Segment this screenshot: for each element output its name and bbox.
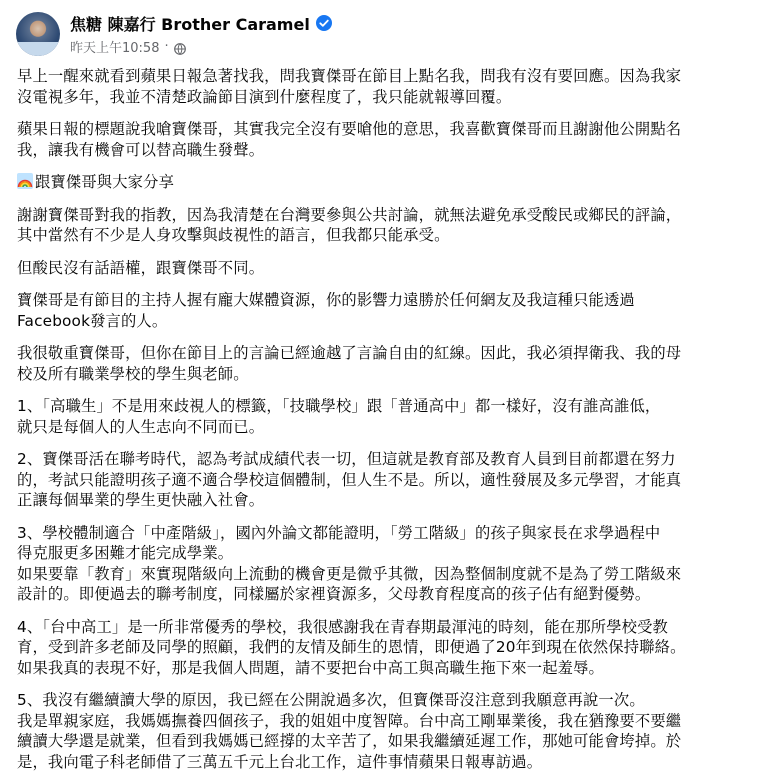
text-line: 2、寶傑哥活在聯考時代，認為考試成績代表一切，但這就是教育部及教育人員到目前都還在努力 — [17, 450, 676, 468]
text-line: 續讀大學還是就業，但看到我媽媽已經撐的太辛苦了，如果我繼續延遲工作，那她可能會垮掉。於 — [17, 732, 682, 750]
text-line: 我是單親家庭，我媽媽撫養四個孩子，我的姐姐中度智障。台中高工剛畢業後，我在猶豫要不要繼 — [17, 711, 682, 730]
globe-icon[interactable] — [174, 40, 186, 52]
paragraph-11 — [17, 617, 753, 679]
post-header — [16, 10, 332, 58]
paragraph-6 — [17, 290, 753, 331]
text-line: 育，受到許多老師及同學的照顧，我們的友情及師生的恩情，即便過了20年到現在依然保持聯絡。 — [17, 638, 686, 656]
text-line: 其中當然有不少是人身攻擊與歧視性的語言，但我都只能承受。 — [17, 226, 450, 244]
author-avatar[interactable] — [16, 12, 60, 56]
paragraph-5 — [17, 258, 753, 279]
text-line: 得克服更多困難才能完成學業。 — [17, 544, 234, 562]
paragraph-12 — [17, 690, 753, 772]
text-line: 就只是每個人的人生志向不同而已。 — [17, 417, 265, 436]
post-meta-row — [70, 36, 332, 56]
paragraph-10 — [17, 523, 753, 605]
text-line: 4、「台中高工」是一所非常優秀的學校，我很感謝我在青春期最渾沌的時刻，能在那所學校受教 — [17, 617, 669, 636]
text-line: 正讓每個畢業的學生更快融入社會。 — [17, 491, 265, 509]
meta-separator: · — [164, 38, 169, 54]
text-line: 是，我向電子科老師借了三萬五千元上台北工作，這件事情蘋果日報專訪過。 — [17, 752, 543, 771]
paragraph-4 — [17, 205, 753, 246]
post-body — [17, 66, 753, 784]
text-line: 設計的。即便過去的聯考制度，同樣屬於家裡資源多，父母教育程度高的孩子佔有絕對優勢。 — [17, 585, 651, 603]
paragraph-9 — [17, 449, 753, 511]
text-line: 1、「高職生」不是用來歧視人的標籤，「技職學校」跟「普通高中」都一樣好，沒有誰高誰低， — [17, 397, 661, 415]
author-row — [70, 12, 332, 34]
text-line: 校及所有職業學校的學生與老師。 — [17, 364, 249, 383]
paragraph-2 — [17, 119, 753, 160]
text-line: 如果要靠「教育」來實現階級向上流動的機會更是微乎其微，因為整個制度就不是為了勞工階級來 — [17, 564, 682, 583]
text-line — [17, 172, 753, 193]
text-line: 蘋果日報的標題說我嗆寶傑哥，其實我完全沒有要嗆他的意思，我喜歡寶傑哥而且謝謝他公開點名 — [17, 120, 682, 138]
text-line: 我，讓我有機會可以替高職生發聲。 — [17, 140, 265, 159]
text-line: 但酸民沒有話語權，跟寶傑哥不同。 — [17, 258, 265, 277]
paragraph-3 — [17, 172, 753, 193]
author-name[interactable]: 焦糖 陳嘉行 Brother Caramel — [70, 14, 310, 34]
text-line: 我很敬重寶傑哥，但你在節目上的言論已經逾越了言論自由的紅線。因此，我必須捍衛我、我的母 — [17, 344, 682, 362]
text-line: 的，考試只能證明孩子適不適合學校這個體制，但人生不是。所以，適性發展及多元學習，才能真 — [17, 470, 682, 489]
rainbow-icon — [17, 173, 33, 189]
share-heading: 跟寶傑哥與大家分享 — [35, 173, 175, 191]
paragraph-7 — [17, 343, 753, 384]
text-line: 沒電視多年，我並不清楚政論節目演到什麼程度了，我只能就報導回覆。 — [17, 87, 512, 106]
text-line: 5、我沒有繼續讀大學的原因，我已經在公開說過多次，但寶傑哥沒注意到我願意再說一次。 — [17, 691, 645, 709]
text-line: 3、學校體制適合「中產階級」，國內外論文都能證明，「勞工階級」的孩子與家長在求學過程中 — [17, 523, 661, 542]
paragraph-8 — [17, 396, 753, 437]
text-line: Facebook發言的人。 — [17, 311, 168, 330]
post-timestamp[interactable]: 昨天上午10:58 — [70, 40, 160, 56]
text-line: 如果我真的表現不好，那是我個人問題，請不要把台中高工與高職生拖下來一起羞辱。 — [17, 658, 604, 677]
text-line: 早上一醒來就看到蘋果日報急著找我，問我寶傑哥在節目上點名我，問我有沒有要回應。因為我家 — [17, 67, 682, 85]
text-line: 謝謝寶傑哥對我的指教，因為我清楚在台灣要參與公共討論，就無法避免承受酸民或鄉民的評論， — [17, 205, 682, 224]
text-line: 寶傑哥是有節目的主持人握有龐大媒體資源，你的影響力遠勝於任何網友及我這種只能透過 — [17, 291, 635, 309]
paragraph-1 — [17, 66, 753, 107]
post-header-text — [70, 12, 332, 56]
verified-badge-icon — [316, 15, 332, 31]
